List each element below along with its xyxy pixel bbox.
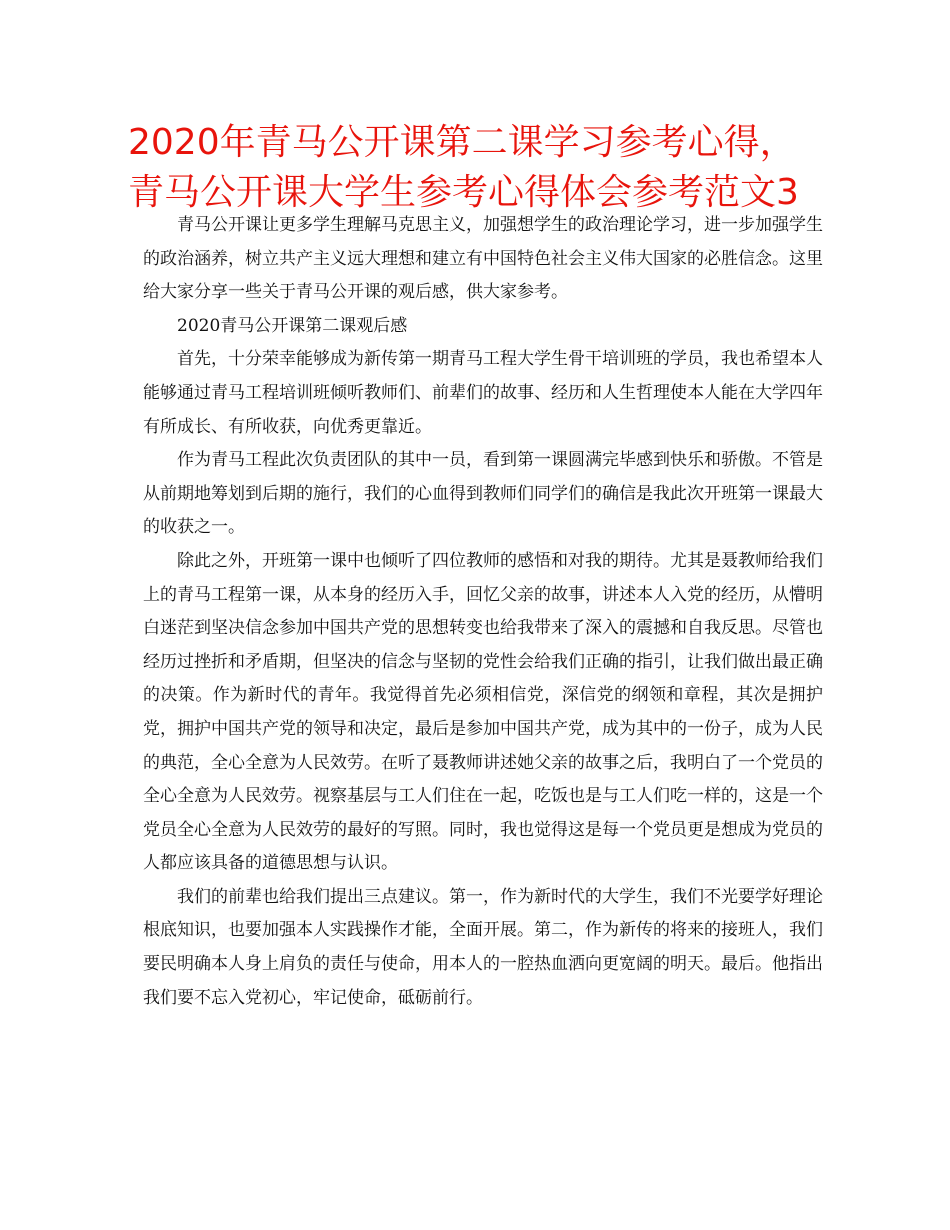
body-paragraph: 作为青马工程此次负责团队的其中一员，看到第一课圆满完毕感到快乐和骄傲。不管是从前期地筹划到后期的施行，我们的心血得到教师们同学们的确信是我此次开班第一课最大的收获之一。 — [143, 450, 823, 538]
section-subheading: 2020青马公开课第二课观后感 — [177, 315, 408, 336]
title-line-1: 2020年青马公开课第二课学习参考心得， — [128, 122, 796, 163]
body-paragraph: 首先，十分荣幸能够成为新传第一期青马工程大学生骨干培训班的学员，我也希望本人能够通过青马工程培训班倾听教师们、前辈们的故事、经历和人生哲理使本人能在大学四年有所成长、有所收获，向优秀更靠近。 — [143, 349, 823, 437]
title-line-2: 青马公开课大学生参考心得体会参考范文3 — [128, 172, 799, 213]
body-paragraph: 除此之外，开班第一课中也倾听了四位教师的感悟和对我的期待。尤其是聂教师给我们上的青马工程第一课，从本身的经历入手，回忆父亲的故事，讲述本人入党的经历，从懵明白迷茫到坚决信念参加中国共产党的思想转变也给我带来了深入的震撼和自我反思。尽管也经历过挫折和矛盾期，但坚决的信念与坚韧的党性会给我们正确的指引，让我们做出最正确的决策。作为新时代的青年。我觉得首先必须相信党，深信党的纲领和章程，其次是拥护党，拥护中国共产党的领导和决定，最后是参加中国共产党，成为其中的一份子，成为人民的典范，全心全意为人民效劳。在听了聂教师讲述她父亲的故事之后，我明白了一个党员的全心全意为人民效劳。视察基层与工人们住在一起，吃饭也是与工人们吃一样的，这是一个党员全心全意为人民效劳的最好的写照。同时，我也觉得这是每一个党员更是想成为党员的人都应该具备的道德思想与认识。 — [143, 550, 823, 874]
document-body — [143, 209, 823, 1015]
intro-paragraph: 青马公开课让更多学生理解马克思主义，加强想学生的政治理论学习，进一步加强学生的政治涵养，树立共产主义远大理想和建立有中国特色社会主义伟大国家的必胜信念。这里给大家分享一些关于青马公开课的观后感，供大家参考。 — [143, 215, 823, 303]
document-title — [128, 118, 848, 218]
body-paragraph: 我们的前辈也给我们提出三点建议。第一，作为新时代的大学生，我们不光要学好理论根底知识，也要加强本人实践操作才能，全面开展。第二，作为新传的将来的接班人，我们要民明确本人身上肩负的责任与使命，用本人的一腔热血洒向更宽阔的明天。最后。他指出我们要不忘入党初心，牢记使命，砥砺前行。 — [143, 886, 823, 1008]
